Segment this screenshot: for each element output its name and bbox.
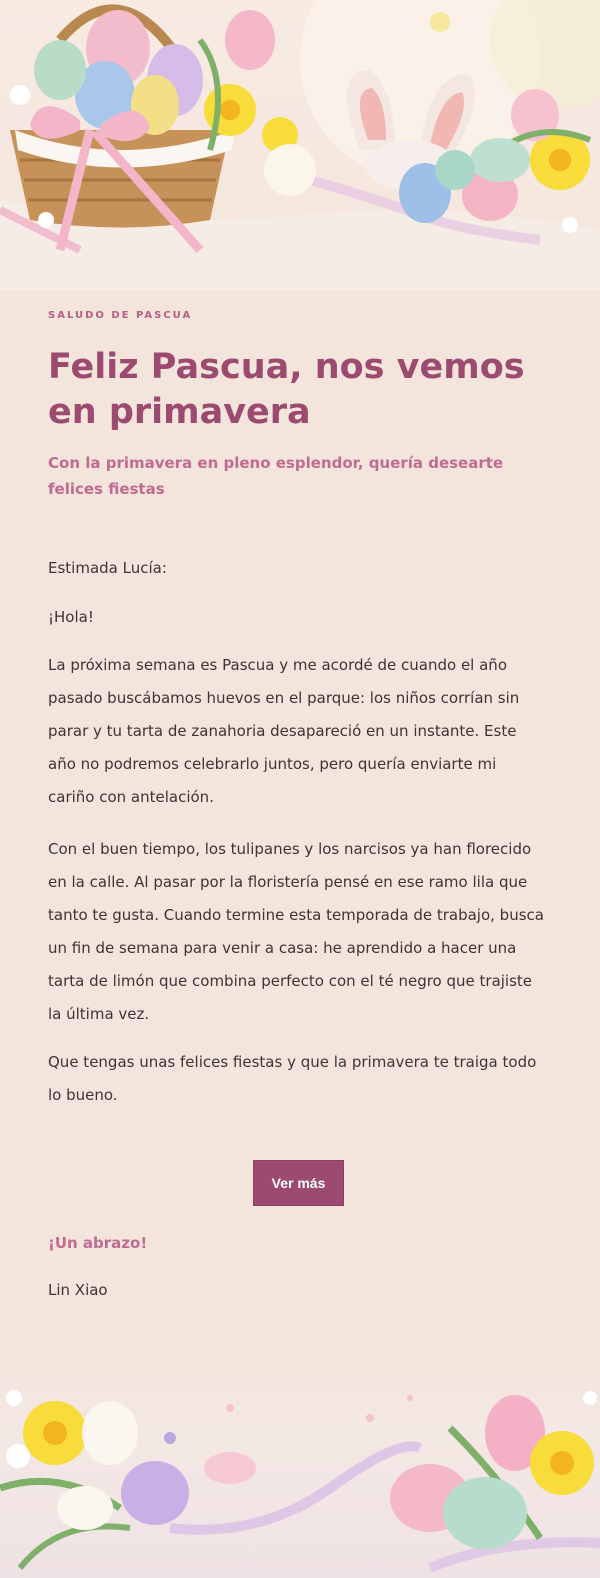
closing-line: ¡Un abrazo! bbox=[48, 1234, 148, 1252]
greeting: Estimada Lucía: bbox=[48, 559, 167, 577]
footer-easter-illustration bbox=[0, 1368, 600, 1578]
email-subtitle: Con la primavera en pleno esplendor, quería desearte felices fiestas bbox=[48, 454, 504, 498]
hello-line: ¡Hola! bbox=[48, 608, 94, 626]
header-easter-illustration bbox=[0, 0, 600, 290]
paragraph: Que tengas unas felices fiestas y que la primavera te traiga todo lo bueno. bbox=[48, 1053, 537, 1104]
paragraph: La próxima semana es Pascua y me acordé de cuando el año pasado buscábamos huevos en el parque: los niños corrían sin parar y tu tarta de zanahoria desapareció en un instante. Este año no podremos celebrarlo juntos, pero quería enviarte mi cariño con antelación. bbox=[48, 656, 520, 806]
email-title: Feliz Pascua, nos vemos en primavera bbox=[48, 347, 525, 432]
eyebrow-label: SALUDO DE PASCUA bbox=[48, 310, 193, 321]
see-more-button[interactable]: Ver más bbox=[253, 1160, 344, 1206]
paragraph: Con el buen tiempo, los tulipanes y los narcisos ya han florecido en la calle. Al pasar por la floristería pensé en ese ramo lila que tanto te gusta. Cuando termine esta temporada de trabajo, busca un fin de semana para venir a casa: he aprendido a hacer una tarta de limón que combina perfecto con el té negro que trajiste la última vez. bbox=[48, 840, 544, 1023]
signature: Lin Xiao bbox=[48, 1281, 108, 1299]
